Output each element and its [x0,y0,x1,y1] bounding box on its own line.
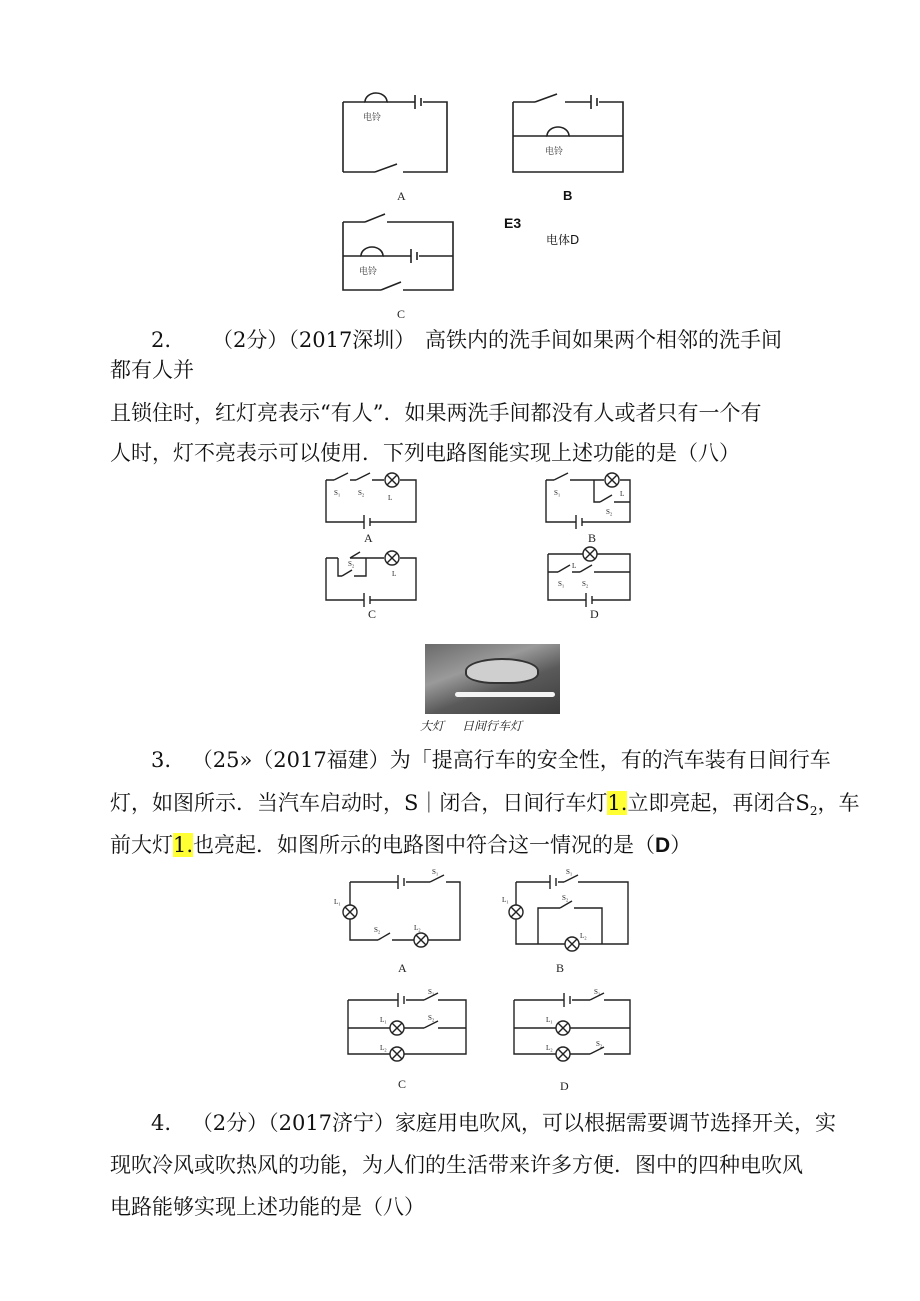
q3-text-3a: 前大灯 [110,833,173,857]
svg-text:S₁: S₁ [334,489,341,497]
q3-text-3c: ） [670,833,692,857]
q2-line-3 [110,398,761,428]
q2-number: 2. [151,328,172,352]
q2-circuit-b [540,470,650,545]
q3-line-2 [110,788,859,826]
circuit-label-b: B [563,188,573,203]
q1-circuit-b [505,90,635,205]
svg-text:S₁: S₁ [566,868,573,876]
bell-label: 电铃 [545,147,564,157]
q3-sub-2: 2 [809,804,818,819]
q4-line-3 [110,1192,425,1222]
svg-text:L₂: L₂ [580,932,587,940]
q4-line-1 [151,1108,836,1138]
q4-text-2: 现吹冷风或吹热风的功能，为人们的生活带来许多方便．图中的四种电吹风 [110,1153,803,1177]
q3-circuit-a [328,864,468,979]
q3-circuit-c [340,988,480,1103]
circuit-label-b: B [556,961,565,975]
svg-text:L₂: L₂ [546,1044,553,1052]
q4-number: 4. [151,1111,172,1135]
q2-line-4 [110,438,740,468]
svg-text:S₂: S₂ [358,489,365,497]
svg-text:S₂: S₂ [374,926,381,934]
q3-circuit-d [506,988,646,1103]
svg-text:L₁: L₁ [334,898,341,906]
svg-text:S₂: S₂ [562,894,569,902]
q2-line-2 [110,355,194,385]
circuit-label-b: B [588,531,597,545]
q3-text-3b: 也亮起．如图所示的电路图中符合这一情况的是（ [193,833,656,857]
svg-text:L: L [392,570,397,578]
svg-text:L: L [572,562,577,570]
svg-text:L₁: L₁ [380,1016,387,1024]
daytime-light-strip [455,692,555,697]
q3-text-2c: ，车 [817,791,860,815]
bell-label: 电铃 [363,113,382,123]
q2-text-3: 且锁住时，红灯亮表示“有人”．如果两洗手间都没有人或者只有一个有 [110,401,762,425]
q4-line-2 [110,1150,803,1180]
q1-extra-label: 电体D [546,233,580,247]
circuit-label-a: A [397,189,406,203]
q2-circuit-c [320,548,430,623]
bell-label: 电铃 [359,267,378,277]
q1-extra-code: E3 [504,215,522,231]
svg-text:L₂: L₂ [414,924,421,932]
q3-highlight-2: 1. [173,833,194,857]
q3-line-1 [151,745,831,775]
headlight-shape [465,658,539,684]
circuit-label-d: D [590,607,599,621]
q3-text-2b: 立即亮起，再闭合S [627,791,810,815]
car-caption-left: 大灯 [420,719,445,733]
svg-text:L: L [388,494,393,502]
svg-text:S₂: S₂ [428,1014,435,1022]
q2-text-1: 高铁内的洗手间如果两个相邻的洗手间 [425,328,782,352]
circuit-label-a: A [364,531,373,545]
q2-circuit-d [540,548,650,623]
q3-answer: D [655,834,671,857]
svg-text:S₂: S₂ [596,1040,603,1048]
svg-text:L₂: L₂ [380,1044,387,1052]
car-caption-right: 日间行车灯 [462,719,523,733]
q3-number: 3. [151,748,172,772]
q1-circuit-a [335,84,465,204]
q1-circuit-c [335,210,465,325]
circuit-label-c: C [398,1077,407,1091]
svg-text:S₁: S₁ [554,489,561,497]
car-photo [425,644,560,714]
q2-text-2: 都有人并 [110,358,194,382]
svg-text:S₂: S₂ [582,580,589,588]
svg-text:S₂: S₂ [348,560,355,568]
q3-score: （25»（2017福建）为「提高行车的安全性，有的汽车装有日间行车 [191,748,831,772]
q3-highlight-1: 1. [607,791,628,815]
q2-text-4: 人时，灯不亮表示可以使用．下列电路图能实现上述功能的是（八） [110,441,740,465]
svg-text:S₁: S₁ [558,580,565,588]
q3-text-2a: 灯，如图所示．当汽车启动时，S｜闭合，日间行车灯 [110,791,608,815]
svg-text:S₁: S₁ [432,868,439,876]
q3-line-3 [110,830,691,861]
svg-text:L: L [620,490,625,498]
q3-circuit-b [498,864,638,979]
circuit-label-d: D [560,1079,569,1093]
q2-circuit-a [320,470,430,545]
circuit-label-a: A [398,961,407,975]
svg-text:S₂: S₂ [606,508,613,516]
svg-text:S₁: S₁ [428,988,435,996]
svg-text:L₁: L₁ [546,1016,553,1024]
q4-text-3: 电路能够实现上述功能的是（八） [110,1195,425,1219]
q2-score: （2分）（2017深圳） [212,328,416,352]
svg-text:S₁: S₁ [594,988,601,996]
circuit-label-c: C [368,607,377,621]
svg-text:L₁: L₁ [502,896,509,904]
q4-text-1: （2分）（2017济宁）家庭用电吹风，可以根据需要调节选择开关，实 [191,1111,837,1135]
circuit-label-c: C [397,307,406,321]
